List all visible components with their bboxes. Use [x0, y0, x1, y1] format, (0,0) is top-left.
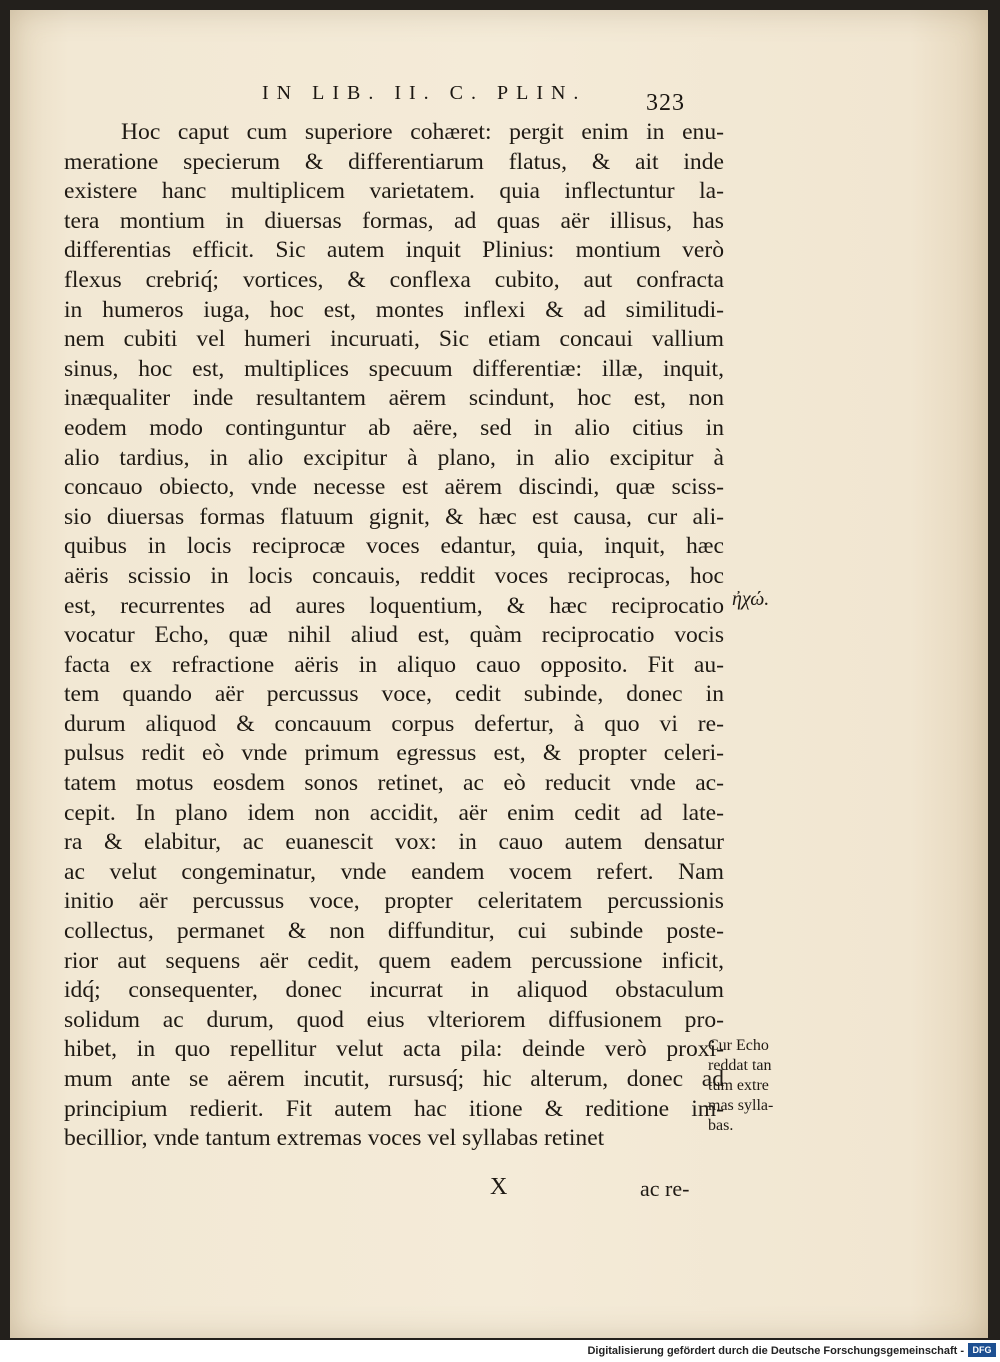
page-number: 323: [646, 90, 685, 116]
text-line: concauo obiecto, vnde necesse est aërem discindi, quæ sciss-: [64, 474, 724, 501]
catchword: ac re-: [640, 1176, 690, 1201]
text-line: vocatur Echo, quæ nihil aliud est, quàm reciprocatio vocis: [64, 622, 724, 649]
margin-note-line: reddat tan: [708, 1057, 772, 1074]
text-line: pulsus redit eò vnde primum egressus est, & propter celeri-: [64, 740, 724, 767]
digitization-credit: Digitalisierung gefördert durch die Deutsche Forschungsgemeinschaft -: [587, 1345, 964, 1357]
text-line: tera montium in diuersas formas, ad quas aër illisus, has: [64, 207, 724, 234]
margin-note-echo: [708, 1036, 773, 1136]
text-line: facta ex refractione aëris in aliquo cauo opposito. Fit au-: [64, 651, 724, 678]
text-line: inæqualiter inde resultantem aërem scindunt, hoc est, non: [64, 385, 724, 412]
text-line: becillior, vnde tantum extremas voces vel syllabas retinet: [64, 1125, 605, 1152]
text-line: rior aut sequens aër cedit, quem eadem percussione inficit,: [64, 947, 724, 974]
text-line: in humeros iuga, hoc est, montes inflexi & ad similitudi-: [64, 296, 724, 323]
signature-mark: X: [490, 1174, 508, 1200]
text-line: tem quando aër percussus voce, cedit subinde, donec in: [64, 681, 724, 708]
text-line: sio diuersas formas flatuum gignit, & hæc est causa, cur ali-: [64, 503, 724, 530]
margin-note-line: bas.: [708, 1117, 734, 1134]
text-line: alio tardius, in alio excipitur à plano, in alio excipitur à: [64, 444, 724, 471]
text-line: eodem modo continguntur ab aëre, sed in alio citius in: [64, 414, 724, 441]
text-line: est, recurrentes ad aures loquentium, & hæc reciprocatio: [64, 592, 724, 619]
text-line: hibet, in quo repellitur velut acta pila: deinde verò proxi-: [64, 1036, 724, 1063]
text-line: quibus in locis reciprocæ voces edantur, quia, inquit, hæc: [64, 533, 724, 560]
text-line: solidum ac durum, quod eius vlteriorem diffusionem pro-: [64, 1006, 724, 1033]
text-line: flexus crebriq́; vortices, & conflexa cubito, aut confracta: [64, 266, 724, 293]
text-line: ra & elabitur, ac euanescit vox: in cauo autem densatur: [64, 829, 724, 856]
dfg-logo-icon: DFG: [968, 1343, 996, 1357]
text-line: principium redierit. Fit autem hac itione & reditione im-: [64, 1095, 724, 1122]
text-line: tatem motus eosdem sonos retinet, ac eò reducit vnde ac-: [64, 770, 724, 797]
margin-note-greek: ἠχώ.: [732, 588, 770, 610]
text-line: nem cubiti vel humeri incuruati, Sic etiam concaui vallium: [64, 326, 724, 353]
text-line: idq́; consequenter, donec incurrat in aliquod obstaculum: [64, 977, 724, 1004]
margin-note-line: tum extre: [708, 1077, 769, 1094]
main-text-block: [64, 118, 724, 1154]
text-line: ac velut congeminatur, vnde eandem vocem refert. Nam: [64, 858, 724, 885]
margin-note-line: Cur Echo: [708, 1037, 769, 1054]
text-line: meratione specierum & differentiarum flatus, & ait inde: [64, 148, 724, 175]
text-line: differentias efficit. Sic autem inquit Plinius: montium verò: [64, 237, 724, 264]
text-line: Hoc caput cum superiore cohæret: pergit enim in enu-: [121, 119, 724, 145]
text-line: durum aliquod & concauum corpus defertur, à quo vi re-: [64, 710, 724, 737]
text-line: aëris scissio in locis concauis, reddit voces reciprocas, hoc: [64, 562, 724, 589]
text-line: existere hanc multiplicem varietatem. quia inflectuntur la-: [64, 178, 724, 205]
running-head: IN LIB. II. C. PLIN.: [262, 82, 587, 104]
text-line: collectus, permanet & non diffunditur, cui subinde poste-: [64, 918, 724, 945]
text-line: sinus, hoc est, multiplices specuum differentiæ: illæ, inquit,: [64, 355, 724, 382]
text-line: cepit. In plano idem non accidit, aër enim cedit ad late-: [64, 799, 724, 826]
margin-note-line: mas sylla-: [708, 1097, 774, 1114]
footer-bar: [0, 1340, 1000, 1362]
text-line: mum ante se aërem incutit, rursusq́; hic alterum, donec ad: [64, 1066, 724, 1092]
text-line: initio aër percussus voce, propter celeritatem percussionis: [64, 888, 724, 915]
